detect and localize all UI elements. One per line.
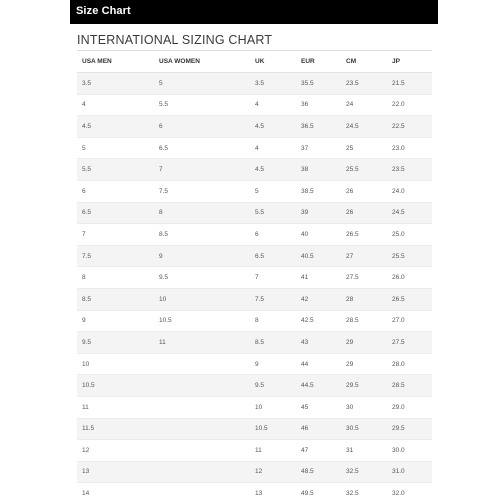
cell-jp: 29.5 [387,418,432,440]
cell-cm: 26 [341,202,387,224]
cell-uk: 6 [250,224,296,246]
table-row [77,483,432,504]
cell-cm: 24.5 [341,116,387,138]
header-title: Size Chart [76,5,131,17]
cell-eur: 40 [296,224,341,246]
cell-uk: 5.5 [250,202,296,224]
cell-uk: 6.5 [250,245,296,267]
cell-jp: 25.0 [387,224,432,246]
cell-eur: 44.5 [296,375,341,397]
table-row [77,116,432,138]
cell-usa-women [154,483,250,504]
cell-usa-women: 10.5 [154,310,250,332]
cell-usa-women: 11 [154,332,250,354]
cell-usa-men: 10.5 [77,375,154,397]
table-row [77,461,432,483]
cell-jp: 27.5 [387,332,432,354]
cell-usa-men: 3.5 [77,73,154,95]
cell-uk: 4.5 [250,159,296,181]
cell-jp: 26.5 [387,288,432,310]
cell-uk: 10.5 [250,418,296,440]
table-row [77,159,432,181]
chart-title: INTERNATIONAL SIZING CHART [77,33,273,47]
cell-usa-women: 6 [154,116,250,138]
cell-uk: 4.5 [250,116,296,138]
cell-cm: 29 [341,332,387,354]
cell-jp: 22.5 [387,116,432,138]
cell-eur: 40.5 [296,245,341,267]
cell-usa-men: 4 [77,94,154,116]
cell-uk: 7.5 [250,288,296,310]
cell-usa-men: 14 [77,483,154,504]
cell-cm: 31 [341,440,387,462]
cell-usa-women [154,440,250,462]
cell-cm: 27.5 [341,267,387,289]
cell-cm: 29.5 [341,375,387,397]
table-body [77,73,432,504]
cell-eur: 42.5 [296,310,341,332]
cell-usa-men: 5 [77,137,154,159]
cell-usa-men: 8 [77,267,154,289]
cell-usa-women: 5.5 [154,94,250,116]
cell-usa-men: 6 [77,180,154,202]
cell-eur: 42 [296,288,341,310]
table-row [77,310,432,332]
table-row [77,137,432,159]
cell-usa-men: 9 [77,310,154,332]
cell-usa-men: 9.5 [77,332,154,354]
cell-jp: 30.0 [387,440,432,462]
table-row [77,73,432,95]
cell-usa-women: 10 [154,288,250,310]
cell-cm: 25.5 [341,159,387,181]
cell-cm: 30 [341,396,387,418]
cell-cm: 32.5 [341,461,387,483]
cell-jp: 23.5 [387,159,432,181]
cell-usa-women [154,418,250,440]
cell-eur: 43 [296,332,341,354]
cell-uk: 4 [250,137,296,159]
cell-cm: 26.5 [341,224,387,246]
table-row [77,180,432,202]
cell-eur: 38.5 [296,180,341,202]
column-header-usa-women: USA WOMEN [154,51,250,73]
cell-usa-men: 8.5 [77,288,154,310]
cell-cm: 24 [341,94,387,116]
cell-uk: 13 [250,483,296,504]
sizing-table [77,51,432,504]
cell-eur: 46 [296,418,341,440]
table-row [77,267,432,289]
cell-uk: 12 [250,461,296,483]
table-row [77,288,432,310]
table-row [77,202,432,224]
cell-uk: 8 [250,310,296,332]
table-header-row [77,51,432,73]
table-row [77,375,432,397]
table-row [77,418,432,440]
cell-usa-men: 7.5 [77,245,154,267]
cell-eur: 41 [296,267,341,289]
cell-jp: 28.5 [387,375,432,397]
cell-usa-women: 7 [154,159,250,181]
cell-eur: 36 [296,94,341,116]
cell-usa-men: 11 [77,396,154,418]
cell-cm: 27 [341,245,387,267]
cell-eur: 35.5 [296,73,341,95]
cell-cm: 23.5 [341,73,387,95]
cell-eur: 37 [296,137,341,159]
cell-usa-men: 10 [77,353,154,375]
cell-usa-women: 8 [154,202,250,224]
cell-uk: 9 [250,353,296,375]
cell-usa-men: 11.5 [77,418,154,440]
cell-uk: 11 [250,440,296,462]
cell-uk: 4 [250,94,296,116]
table-row [77,396,432,418]
cell-uk: 10 [250,396,296,418]
column-header-cm: CM [341,51,387,73]
cell-cm: 29 [341,353,387,375]
column-header-jp: JP [387,51,432,73]
cell-usa-men: 6.5 [77,202,154,224]
cell-jp: 21.5 [387,73,432,95]
cell-cm: 30.5 [341,418,387,440]
cell-usa-men: 13 [77,461,154,483]
cell-usa-women [154,353,250,375]
cell-eur: 45 [296,396,341,418]
cell-usa-women: 5 [154,73,250,95]
cell-jp: 27.0 [387,310,432,332]
cell-usa-women: 7.5 [154,180,250,202]
cell-usa-women [154,375,250,397]
cell-jp: 25.5 [387,245,432,267]
cell-uk: 5 [250,180,296,202]
cell-eur: 39 [296,202,341,224]
cell-cm: 26 [341,180,387,202]
table-row [77,353,432,375]
cell-uk: 8.5 [250,332,296,354]
cell-usa-men: 12 [77,440,154,462]
cell-usa-men: 7 [77,224,154,246]
cell-usa-women [154,461,250,483]
cell-jp: 31.0 [387,461,432,483]
size-chart-header [70,0,438,24]
cell-jp: 22.0 [387,94,432,116]
cell-uk: 3.5 [250,73,296,95]
cell-jp: 26.0 [387,267,432,289]
cell-usa-women: 6.5 [154,137,250,159]
table-row [77,245,432,267]
cell-uk: 7 [250,267,296,289]
cell-jp: 24.5 [387,202,432,224]
cell-usa-women: 9.5 [154,267,250,289]
cell-cm: 32.5 [341,483,387,504]
cell-usa-women: 9 [154,245,250,267]
column-header-uk: UK [250,51,296,73]
cell-cm: 25 [341,137,387,159]
cell-cm: 28.5 [341,310,387,332]
cell-eur: 48.5 [296,461,341,483]
column-header-eur: EUR [296,51,341,73]
cell-cm: 28 [341,288,387,310]
cell-uk: 9.5 [250,375,296,397]
table-row [77,94,432,116]
table-row [77,332,432,354]
cell-usa-women [154,396,250,418]
cell-jp: 29.0 [387,396,432,418]
cell-usa-men: 4.5 [77,116,154,138]
cell-jp: 32.0 [387,483,432,504]
cell-eur: 47 [296,440,341,462]
cell-jp: 23.0 [387,137,432,159]
cell-usa-men: 5.5 [77,159,154,181]
table-row [77,440,432,462]
cell-eur: 38 [296,159,341,181]
table-row [77,224,432,246]
cell-eur: 36.5 [296,116,341,138]
cell-usa-women: 8.5 [154,224,250,246]
cell-jp: 24.0 [387,180,432,202]
cell-eur: 44 [296,353,341,375]
cell-eur: 49.5 [296,483,341,504]
cell-jp: 28.0 [387,353,432,375]
column-header-usa-men: USA MEN [77,51,154,73]
